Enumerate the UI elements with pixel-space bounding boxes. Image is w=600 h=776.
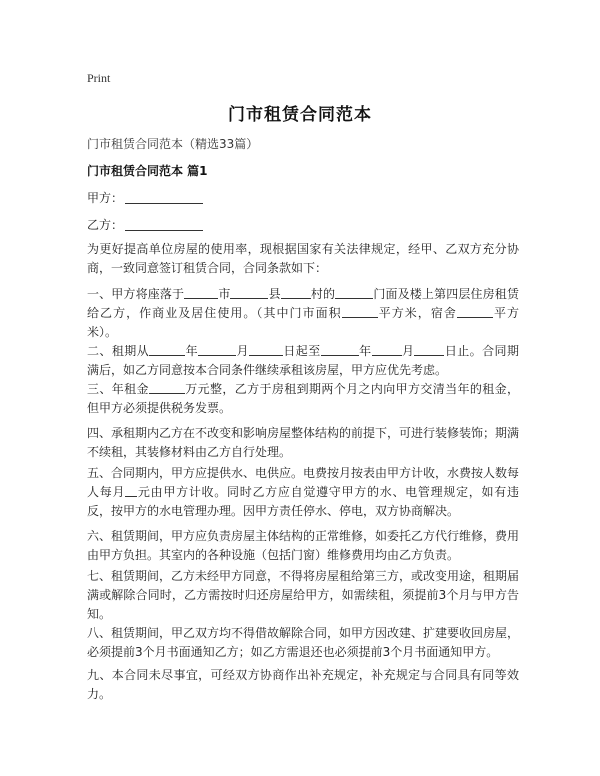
clause-1-text-1: 一、甲方将座落于	[87, 287, 185, 301]
blank	[230, 287, 268, 299]
blank	[342, 306, 378, 318]
blank	[198, 344, 236, 356]
clause-8: 八、租赁期间，甲乙双方均不得借故解除合同，如甲方因改建、扩建要收回房屋，必须提前3个月书面通知乙方；如乙方需退还也必须提前3个月书面通知甲方。	[87, 626, 520, 659]
clause-4: 四、承租期内乙方在不改变和影响房屋整体结构的前提下，可进行装修装饰；期满不续租，其装修材料由乙方自行处理。	[87, 426, 520, 459]
party-b-field	[87, 216, 203, 233]
clause-1-text-3: 县	[268, 287, 281, 301]
clause-1-text-5: 门面及楼上第四层住房租赁给乙方，作商业及居住使用。（其中门市面积	[87, 287, 519, 320]
clause-3	[87, 380, 519, 418]
party-a-blank	[125, 191, 203, 204]
blank	[414, 344, 444, 356]
clause-1-text-2: 市	[218, 287, 231, 301]
blank	[457, 306, 493, 318]
clause-1-text-7: 平方米）。	[87, 306, 519, 339]
party-b-blank	[125, 218, 203, 231]
blank	[149, 382, 185, 394]
clause-2-text-7: 日止。合同期满后，如乙方同意按本合同条件继续承租该房屋，甲方应优先考虑。	[87, 344, 519, 377]
blank	[321, 344, 359, 356]
clause-9: 九、本合同未尽事宜，可经双方协商作出补充规定，补充规定与合同具有同等效力。	[87, 668, 519, 701]
clause-1-text-4: 村的	[310, 287, 336, 301]
clause-2-text-1: 二、租期从	[87, 344, 150, 358]
clause-2	[87, 342, 519, 380]
clause-3-text-1: 三、年租金	[87, 382, 149, 396]
page-title: 门市租赁合同范本	[228, 105, 372, 125]
party-a-label: 甲方：	[87, 191, 124, 205]
clause-2-text-6: 月	[401, 344, 415, 358]
blank	[184, 287, 218, 299]
clause-5-text-2: 元由甲方计收。同时乙方应自觉遵守甲方的水、电管理规定，如有违反，按甲方的水电管理办理。因甲方责任停水、停电，双方协商解决。	[87, 485, 519, 518]
clause-2-text-4: 日起至	[282, 344, 321, 358]
blank	[335, 287, 373, 299]
blank	[281, 287, 311, 299]
clause-5	[87, 464, 519, 521]
intro-paragraph: 为更好提高单位房屋的使用率，现根据国家有关法律规定，经甲、乙双方充分协商，一致同意签订租赁合同，合同条款如下：	[87, 242, 519, 275]
clause-2-text-3: 月	[236, 344, 249, 358]
clause-1-text-6: 平方米，宿舍	[377, 306, 457, 320]
clause-5-text-1: 五、合同期内，甲方应提供水、电供应。电费按月按表由甲方计收，水费按人数每人每月	[87, 466, 520, 499]
blank	[125, 485, 137, 497]
clause-6: 六、租赁期间，甲方应负责房屋主体结构的正常维修，如委托乙方代行维修，费用由甲方负担。其室内的各种设施（包括门窗）维修费用均由乙方负责。	[87, 529, 520, 562]
party-b-label: 乙方：	[87, 218, 124, 232]
party-a-field	[87, 189, 203, 206]
print-link[interactable]: Print	[87, 71, 111, 85]
document-subtitle: 门市租赁合同范本（精选33篇）	[87, 137, 259, 151]
clause-2-text-5: 年	[358, 344, 372, 358]
clause-3-text-2: 万元整，乙方于房租到期两个月之内向甲方交清当年的租金，但甲方必须提供税务发票。	[87, 382, 519, 415]
clause-7: 七、租赁期间，乙方未经甲方同意，不得将房屋租给第三方，或改变用途，租期届满或解除合同时，乙方需按时归还房屋给甲方，如需续租，须提前3个月与甲方告知。	[87, 569, 520, 621]
blank	[372, 344, 402, 356]
blank	[249, 344, 283, 356]
blank	[149, 344, 185, 356]
clause-2-text-2: 年	[185, 344, 199, 358]
clause-1	[87, 285, 519, 342]
section-heading: 门市租赁合同范本 篇1	[87, 164, 208, 178]
